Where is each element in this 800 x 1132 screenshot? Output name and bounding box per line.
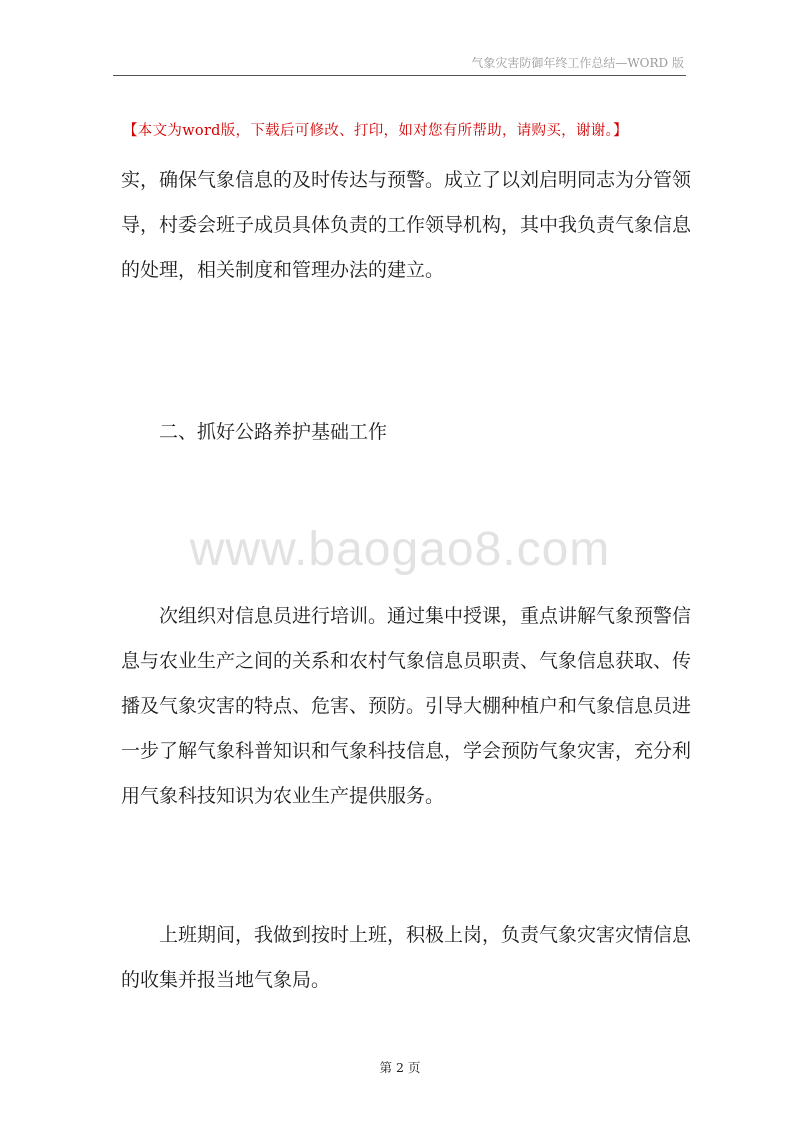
paragraph-line: 的收集并报当地气象局。 — [121, 969, 331, 991]
paragraph-line: 次组织对信息员进行培训。通过集中授课，重点讲解气象预警信 — [121, 605, 692, 627]
paragraph-1 — [121, 158, 692, 293]
download-notice: 【本文为word版，下载后可修改、打印，如对您有所帮助，请购买，谢谢。】 — [123, 123, 628, 139]
paragraph-line: 导，村委会班子成员具体负责的工作领导机构，其中我负责气象信息 — [121, 214, 692, 236]
header-divider — [113, 75, 686, 76]
paragraph-line: 的处理，相关制度和管理办法的建立。 — [121, 259, 445, 281]
paragraph-line: 播及气象灾害的特点、危害、预防。引导大棚种植户和气象信息员进 — [121, 695, 692, 717]
section-heading — [121, 410, 687, 455]
page-number: 第 2 页 — [379, 1060, 421, 1075]
paragraph-line: 实，确保气象信息的及时传达与预警。成立了以刘启明同志为分管领 — [121, 169, 692, 191]
paragraph-line: 一步了解气象科普知识和气象科技信息，学会预防气象灾害，充分利 — [121, 740, 692, 762]
watermark: www.baogao8.com — [189, 523, 611, 576]
paragraph-4 — [121, 913, 692, 1003]
paragraph-line: 上班期间，我做到按时上班，积极上岗，负责气象灾害灾情信息 — [121, 924, 692, 946]
paragraph-line: 息与农业生产之间的关系和农村气象信息员职责、气象信息获取、传 — [121, 650, 692, 672]
paragraph-3 — [121, 594, 692, 819]
running-header: 气象灾害防御年终工作总结—WORD 版 — [471, 56, 684, 70]
section-heading-text: 二、抓好公路养护基础工作 — [121, 421, 388, 443]
paragraph-line: 用气象科技知识为农业生产提供服务。 — [121, 785, 445, 807]
